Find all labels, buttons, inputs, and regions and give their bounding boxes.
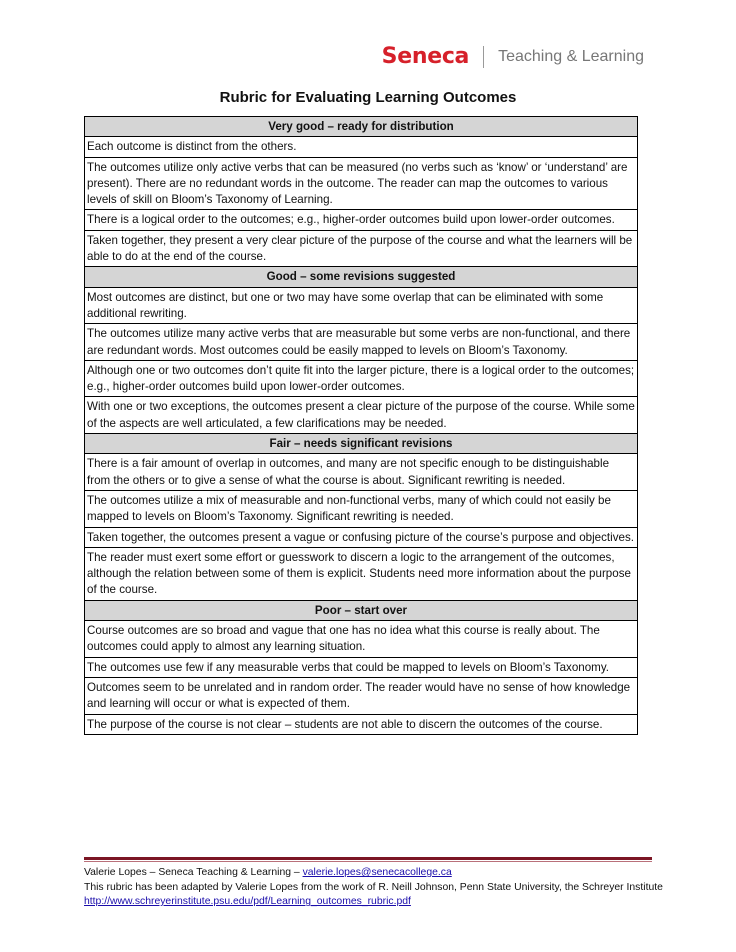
table-row — [85, 547, 638, 600]
section-heading-row — [85, 267, 638, 287]
criterion-cell: Although one or two outcomes don’t quite fit into the larger picture, there is a logical order to the outcomes; e.g., higher-order outcomes build upon lower-order outcomes. — [85, 360, 638, 397]
table-row — [85, 677, 638, 714]
footer-rule-thin — [84, 861, 652, 862]
criterion-cell: Outcomes seem to be unrelated and in random order. The reader would have no sense of how knowledge and learning will occur or what is expected of them. — [85, 677, 638, 714]
page-title: Rubric for Evaluating Learning Outcomes — [219, 89, 517, 106]
table-row — [85, 621, 638, 658]
criterion-cell: Most outcomes are distinct, but one or two may have some overlap that can be eliminated with some additional rewriting. — [85, 287, 638, 324]
table-row — [85, 157, 638, 210]
section-heading-row — [85, 434, 638, 454]
rubric-body — [85, 117, 638, 735]
brand-name: Seneca — [381, 44, 470, 69]
section-heading-row — [85, 600, 638, 620]
section-heading: Good – some revisions suggested — [85, 267, 638, 287]
table-row — [85, 527, 638, 547]
footer-author: Valerie Lopes – Seneca Teaching & Learning – — [84, 867, 303, 878]
criterion-cell: Course outcomes are so broad and vague that one has no idea what this course is really about. The outcomes could apply to almost any learning situation. — [85, 621, 638, 658]
footer — [84, 866, 684, 910]
section-heading: Very good – ready for distribution — [85, 117, 638, 137]
criterion-cell: Each outcome is distinct from the others. — [85, 137, 638, 157]
criterion-cell: The outcomes utilize a mix of measurable and non-functional verbs, many of which could not easily be mapped to levels on Bloom’s Taxonomy. Significant rewriting is needed. — [85, 490, 638, 527]
table-row — [85, 714, 638, 734]
criterion-cell: The reader must exert some effort or guesswork to discern a logic to the arrangement of the outcomes, although the relation between some of them is explicit. Students need more information about the purpose of the course. — [85, 547, 638, 600]
brand-tagline: Teaching & Learning — [498, 47, 644, 65]
table-row — [85, 657, 638, 677]
criterion-cell: The outcomes utilize many active verbs that are measurable but some verbs are non-functional, and there are redundant words. Most outcomes could be easily mapped to levels on Bloom’s Taxonomy. — [85, 324, 638, 361]
rubric-table — [84, 116, 638, 735]
criterion-cell: Taken together, the outcomes present a vague or confusing picture of the course’s purpose and objectives. — [85, 527, 638, 547]
criterion-cell: The purpose of the course is not clear – students are not able to discern the outcomes of the course. — [85, 714, 638, 734]
section-heading: Fair – needs significant revisions — [85, 434, 638, 454]
table-row — [85, 360, 638, 397]
criterion-cell: There is a fair amount of overlap in outcomes, and many are not specific enough to be distinguishable from the others or to give a sense of what the course is about. Significant rewriting is needed. — [85, 454, 638, 491]
table-row — [85, 397, 638, 434]
criterion-cell: There is a logical order to the outcomes; e.g., higher-order outcomes build upon lower-order outcomes. — [85, 210, 638, 230]
email-link[interactable]: valerie.lopes@senecacollege.ca — [302, 867, 452, 878]
table-row — [85, 230, 638, 267]
criterion-cell: With one or two exceptions, the outcomes present a clear picture of the purpose of the course. While some of the aspects are well articulated, a few clarifications may be needed. — [85, 397, 638, 434]
table-row — [85, 490, 638, 527]
table-row — [85, 137, 638, 157]
footer-adapted-text: This rubric has been adapted by Valerie Lopes from the work of R. Neill Johnson, Penn State University, the Schreyer Institute — [84, 881, 663, 893]
criterion-cell: Taken together, they present a very clear picture of the purpose of the course and what the learners will be able to do at the end of the course. — [85, 230, 638, 267]
footer-author-line — [84, 866, 684, 881]
criterion-cell: The outcomes utilize only active verbs that can be measured (no verbs such as ‘know’ or ‘understand’ are present). There are no redundant words in the outcome. The reader can map the outcomes to various levels of skill on Bloom’s Taxonomy of Learning. — [85, 157, 638, 210]
seneca-logo — [382, 44, 644, 69]
table-row — [85, 287, 638, 324]
table-row — [85, 324, 638, 361]
source-link[interactable]: http://www.schreyerinstitute.psu.edu/pdf/Learning_outcomes_rubric.pdf — [84, 896, 411, 908]
table-row — [85, 210, 638, 230]
footer-attribution — [84, 881, 684, 910]
table-row — [85, 454, 638, 491]
criterion-cell: The outcomes use few if any measurable verbs that could be mapped to levels on Bloom’s Taxonomy. — [85, 657, 638, 677]
footer-rule — [84, 857, 652, 860]
section-heading: Poor – start over — [85, 600, 638, 620]
section-heading-row — [85, 117, 638, 137]
logo-divider — [483, 46, 484, 68]
